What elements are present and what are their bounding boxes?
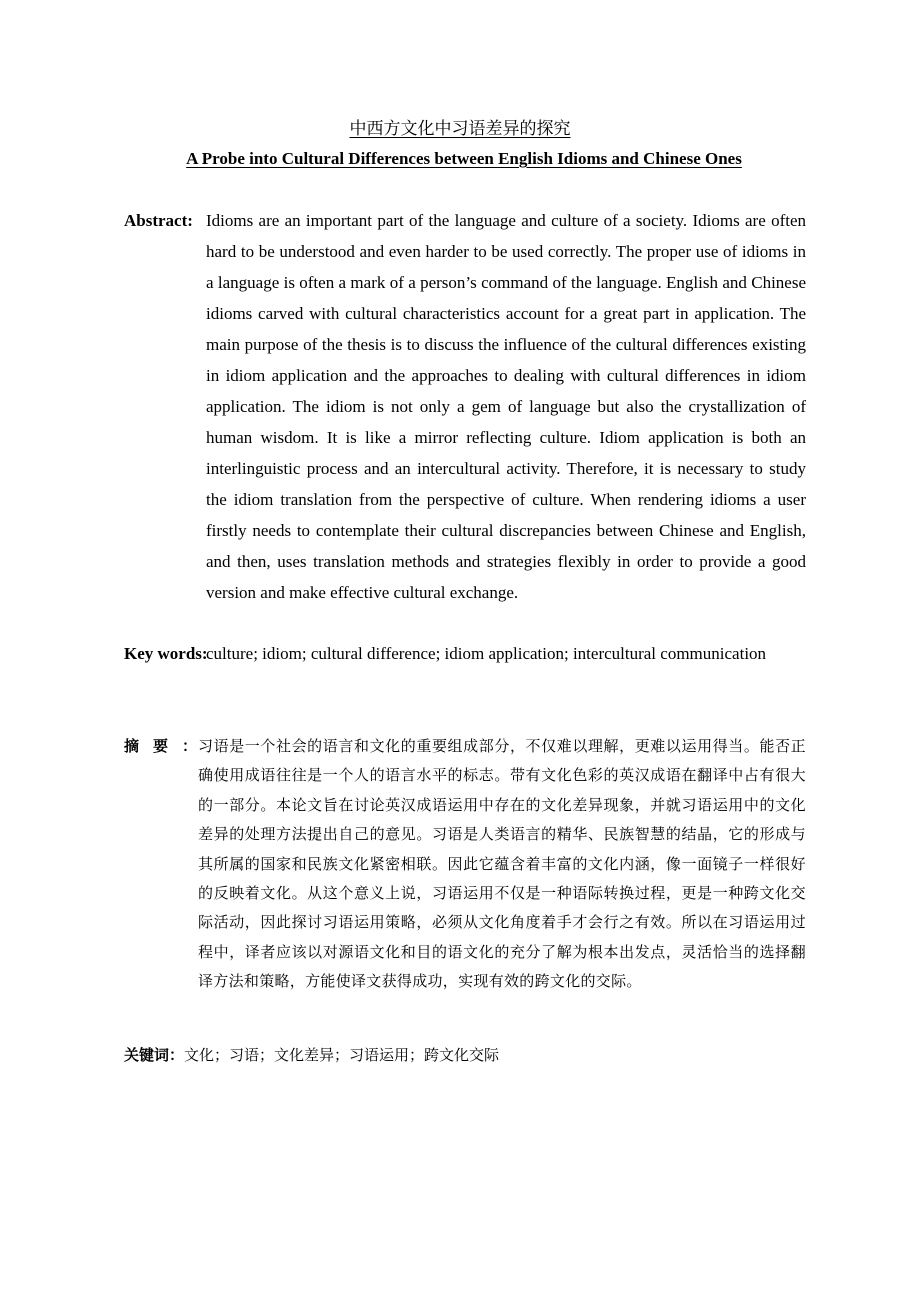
english-keywords [124,638,806,669]
chinese-abstract-paragraph [124,732,806,997]
chinese-title: 中西方文化中习语差异的探究 [349,119,571,138]
english-keywords-paragraph [124,638,806,669]
chinese-abstract-text: 习语是一个社会的语言和文化的重要组成部分，不仅难以理解，更难以运用得当。能否正确使用成语往往是一个人的语言水平的标志。带有文化色彩的英汉成语在翻译中占有很大的一部分。本论文旨在讨论英汉成语运用中存在的文化差异现象，并就习语运用中的文化差异的处理方法提出自己的意见。习语是人类语言的精华、民族智慧的结晶，它的形成与其所属的国家和民族文化紧密相联。因此它蕴含着丰富的文化内涵，像一面镜子一样很好的反映着文化。从这个意义上说，习语运用不仅是一种语际转换过程，更是一种跨文化交际活动，因此探讨习语运用策略，必须从文化角度着手才会行之有效。所以在习语运用过程中，译者应该以对源语文化和目的语文化的充分了解为根本出发点，灵活恰当的选择翻译方法和策略，方能使译文获得成功，实现有效的跨文化的交际。 [198,737,806,991]
english-abstract [124,205,806,608]
english-title: A Probe into Cultural Differences between English Idioms and Chinese Ones [186,149,742,168]
english-abstract-paragraph [124,205,806,608]
chinese-keywords-label: 关键词： [124,1046,185,1064]
english-keywords-label: Key words: [124,644,208,663]
chinese-abstract [124,732,806,997]
english-keywords-text: culture; idiom; cultural difference; idiom application; intercultural communication [206,644,767,663]
english-abstract-label: Abstract: [124,211,193,230]
chinese-abstract-label: 摘要： [124,737,212,755]
chinese-keywords [124,1042,499,1068]
chinese-keywords-text: 文化；习语；文化差异；习语运用；跨文化交际 [184,1046,500,1064]
english-abstract-text: Idioms are an important part of the language and culture of a society. Idioms are often hard to be understood and even harder to be used correctly. The proper use of idioms in a language is often a mark of a person’s command of the language. English and Chinese idioms carved with cultural characteristics account for a great part in application. The main purpose of the thesis is to discuss the influence of the cultural differences existing in idiom application and the approaches to dealing with cultural differences in idiom application. The idiom is not only a gem of language but also the crystallization of human wisdom. It is like a mirror reflecting culture. Idiom application is both an interlinguistic process and an intercultural activity. Therefore, it is necessary to study the idiom translation from the perspective of culture. When rendering idioms a user firstly needs to contemplate their cultural discrepancies between Chinese and English, and then, uses translation methods and strategies flexibly in order to provide a good version and make effective cultural exchange. [206,211,806,602]
